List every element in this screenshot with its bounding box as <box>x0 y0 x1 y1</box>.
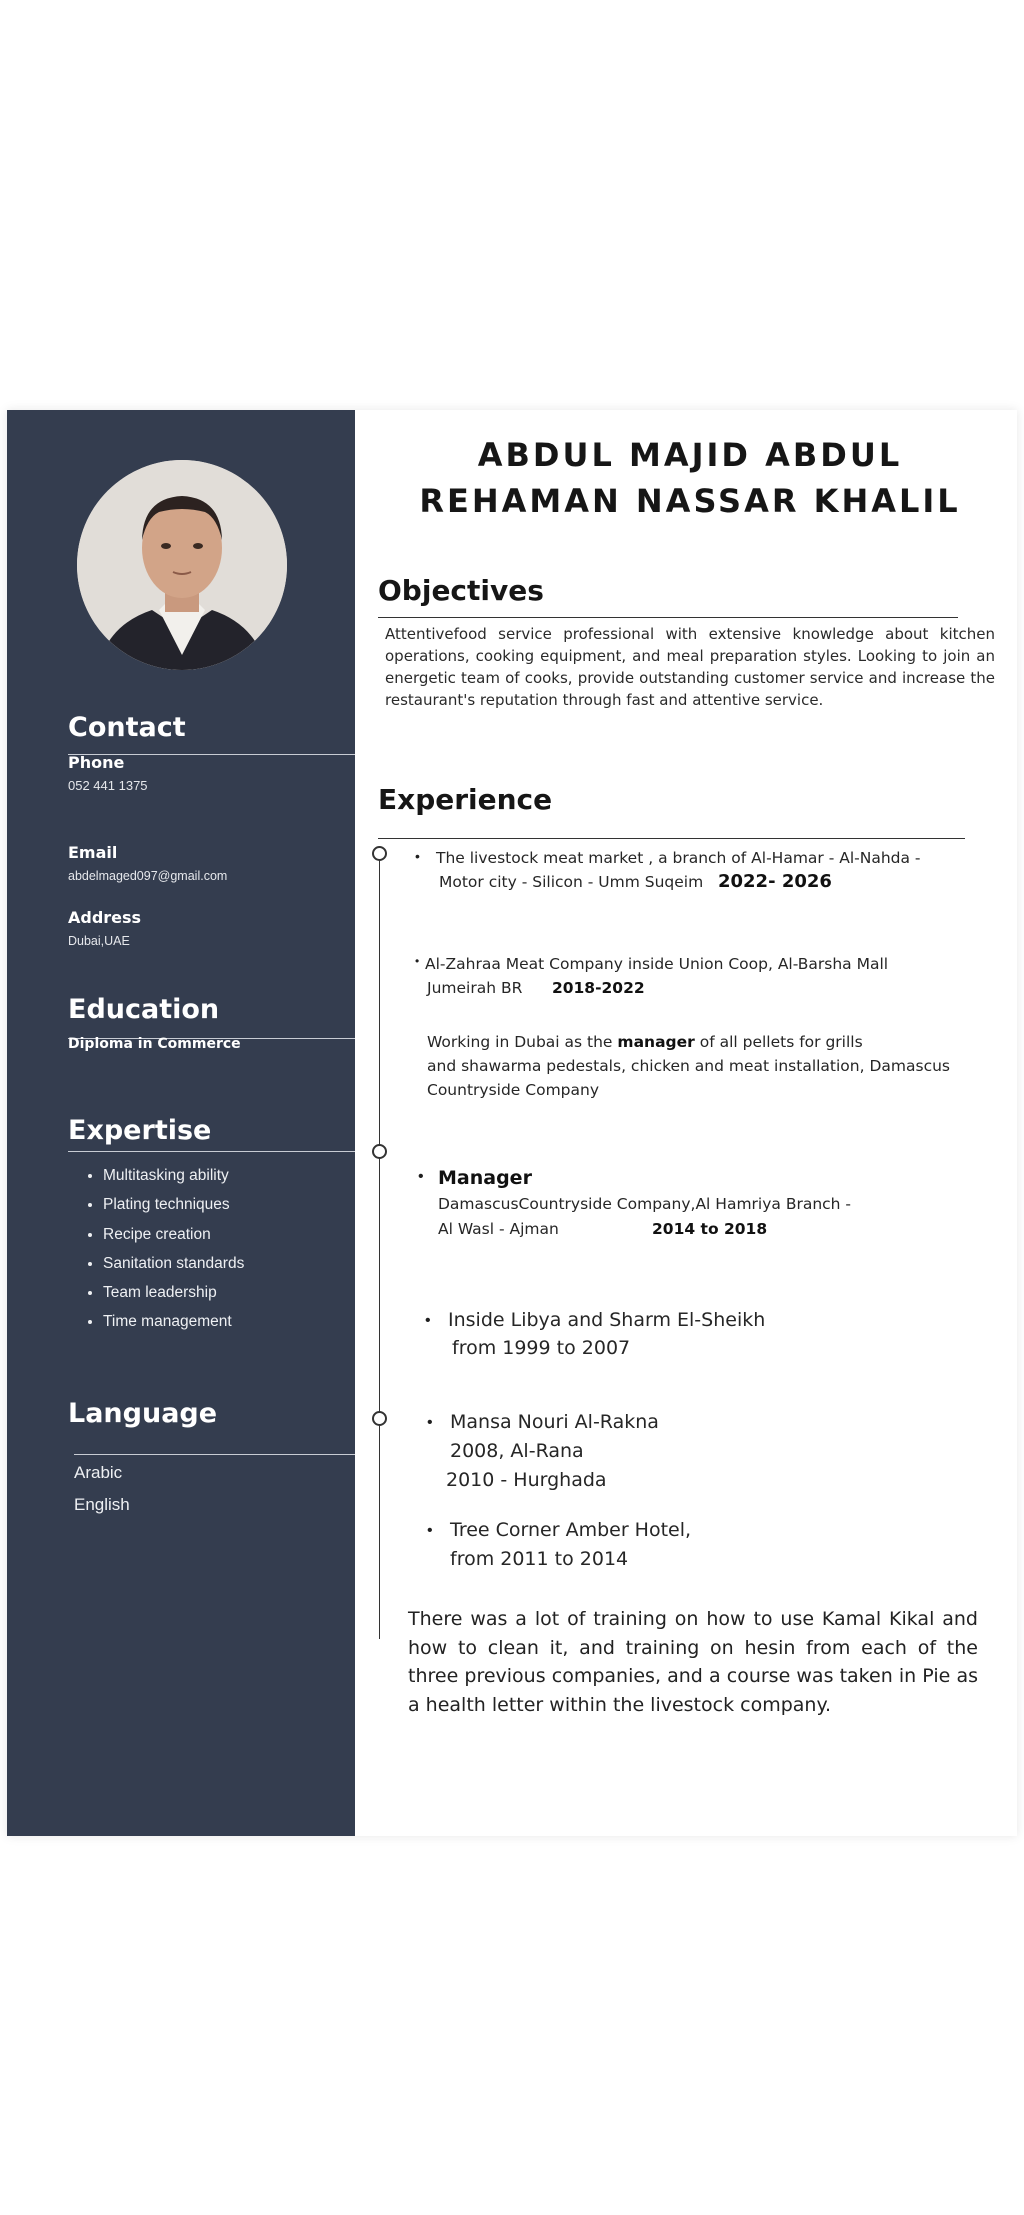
profile-photo-image <box>77 460 287 670</box>
experience-item-2-years: 2018-2022 <box>551 979 645 997</box>
objectives-divider <box>378 617 958 618</box>
timeline-line <box>379 852 380 1639</box>
bullet: • <box>427 1522 433 1539</box>
expertise-divider <box>68 1151 355 1152</box>
bullet: • <box>427 1414 433 1431</box>
resume-page <box>7 410 1017 1836</box>
timeline-node <box>372 1411 387 1426</box>
bullet: • <box>415 848 420 864</box>
experience-item-2-line1: Al-Zahraa Meat Company inside Union Coop, Al-Barsha Mall <box>425 955 889 973</box>
phone-label: Phone <box>68 753 125 772</box>
expertise-item: • Plating techniques <box>103 1194 244 1223</box>
expertise-item: • Sanitation standards <box>103 1253 244 1282</box>
address-label: Address <box>68 908 142 927</box>
education-title: Education <box>68 994 220 1025</box>
language-title: Language <box>68 1398 218 1429</box>
education-value: Diploma in Commerce <box>68 1036 241 1052</box>
training-paragraph: There was a lot of training on how to use Kamal Kikal and how to clean it, and training on hesin from each of the three previous companies, and a course was taken in Pie as a health letter within the livestock company. <box>408 1608 978 1716</box>
experience-item-4-line1: Inside Libya and Sharm El-Sheikh <box>448 1309 766 1331</box>
experience-item-3 <box>438 1164 851 1242</box>
expertise-list <box>67 1165 244 1341</box>
bullet: • <box>425 1312 431 1329</box>
main-content <box>355 410 1017 1836</box>
desc-text: Working in Dubai as the <box>427 1033 613 1051</box>
objectives-title: Objectives <box>378 574 544 607</box>
experience-item-2-description <box>427 1030 950 1102</box>
objectives-text: Attentivefood service professional with extensive knowledge about kitchen operations, cooking equipment, and meal preparation styles. Looking to join an energetic team of cooks, provide outstanding customer service and increase the restaurant's reputation through fast and attentive service. <box>385 625 995 709</box>
timeline-node <box>372 846 387 861</box>
timeline-node <box>372 1144 387 1159</box>
experience-item-5-line3: 2010 - Hurghada <box>446 1469 607 1491</box>
experience-item-4-line2: from 1999 to 2007 <box>452 1337 631 1359</box>
email-label: Email <box>68 843 118 862</box>
experience-item-1-line1: The livestock meat market , a branch of Al-Hamar - Al-Nahda - <box>436 849 921 867</box>
experience-item-6-line2: from 2011 to 2014 <box>450 1548 629 1570</box>
sidebar <box>7 410 355 1836</box>
candidate-name: ABDUL MAJID ABDUL REHAMAN NASSAR KHALIL <box>419 436 961 520</box>
experience-item-5 <box>446 1408 659 1495</box>
phone-value: 052 441 1375 <box>68 778 148 793</box>
profile-photo <box>77 460 287 670</box>
address-value: Dubai,UAE <box>68 934 130 948</box>
experience-title: Experience <box>378 783 553 816</box>
experience-item-1 <box>436 846 921 894</box>
desc-text: of all pellets for grills <box>699 1033 863 1051</box>
language-item: Arabic <box>74 1463 123 1482</box>
experience-divider <box>378 838 965 839</box>
contact-title: Contact <box>68 712 186 743</box>
experience-item-3-years: 2014 to 2018 <box>652 1220 768 1238</box>
desc-emphasis: manager <box>617 1033 695 1051</box>
experience-item-1-place: Motor city - Silicon - Umm Suqeim <box>439 873 704 891</box>
experience-item-1-line2 <box>436 870 921 894</box>
experience-item-3-line1: DamascusCountryside Company,Al Hamriya Branch - <box>438 1195 852 1213</box>
experience-item-2-desc-line1 <box>427 1030 950 1054</box>
experience-item-5-line1: Mansa Nouri Al-Rakna <box>450 1411 659 1433</box>
experience-item-5-line2: 2008, Al-Rana <box>450 1440 584 1462</box>
experience-item-3-line2 <box>438 1217 851 1242</box>
expertise-item: • Multitasking ability <box>103 1165 244 1194</box>
experience-item-2 <box>425 952 888 1000</box>
experience-item-3-title: Manager <box>438 1167 532 1189</box>
email-value: abdelmaged097@gmail.com <box>68 869 228 883</box>
experience-item-2-place: Jumeirah BR <box>427 979 523 997</box>
expertise-item: • Team leadership <box>103 1282 244 1311</box>
bullet: • <box>418 1168 424 1185</box>
experience-item-3-place: Al Wasl - Ajman <box>438 1220 559 1238</box>
experience-item-2-desc-line3: Countryside Company <box>427 1081 599 1099</box>
language-divider <box>74 1454 355 1455</box>
experience-item-2-line2 <box>425 976 888 1000</box>
expertise-item: • Recipe creation <box>103 1224 244 1253</box>
experience-item-6 <box>450 1516 691 1574</box>
experience-item-1-years: 2022- 2026 <box>717 871 832 892</box>
experience-item-2-desc-line2: and shawarma pedestals, chicken and meat installation, Damascus <box>427 1057 950 1075</box>
bullet: • <box>415 954 420 968</box>
language-item: English <box>74 1495 130 1514</box>
experience-item-4 <box>448 1306 765 1362</box>
expertise-item: • Time management <box>103 1311 244 1340</box>
expertise-title: Expertise <box>68 1115 212 1146</box>
experience-item-6-line1: Tree Corner Amber Hotel, <box>450 1519 692 1541</box>
